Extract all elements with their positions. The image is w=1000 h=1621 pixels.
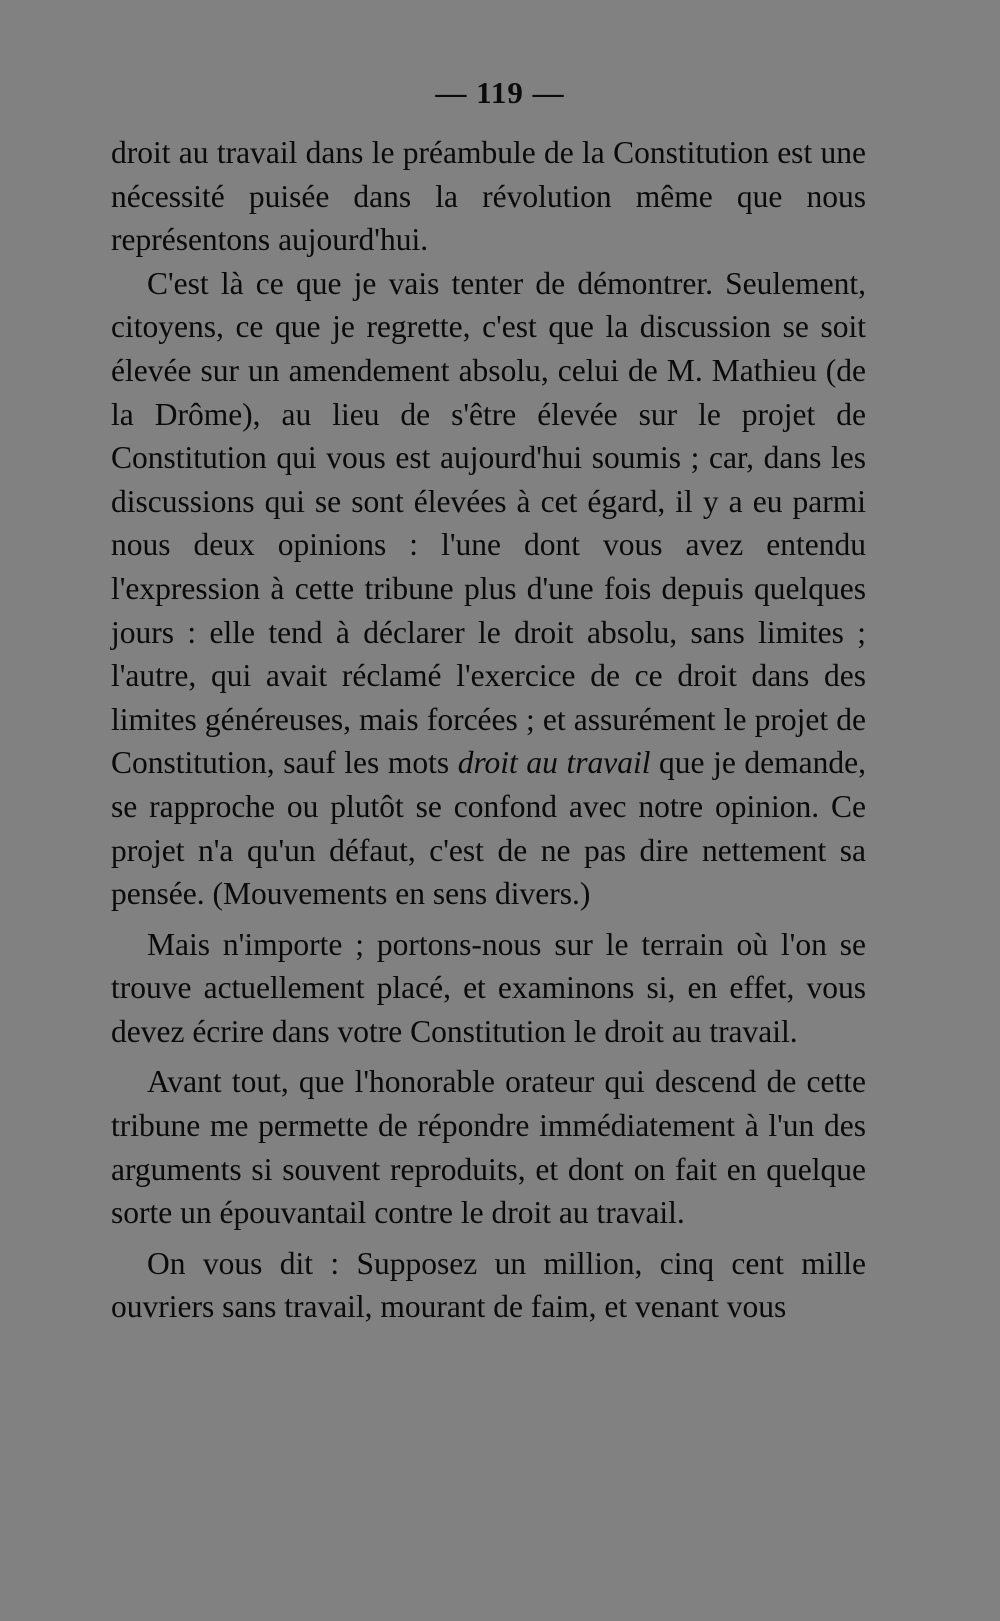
paragraph-3: Mais n'importe ; portons-nous sur le terrain où l'on se trouve actuellement placé, et examinons si, en effet, vous devez écrire dans votre Constitution le droit au travail. xyxy=(111,926,866,1049)
body-text xyxy=(111,131,866,1329)
paragraph-4: Avant tout, que l'honorable orateur qui descend de cette tribune me permette de répondre immédiatement à l'un des arguments si souvent reproduits, et dont on fait en quelque sorte un épouvantail contre le droit au travail. xyxy=(111,1064,866,1231)
paragraph-2-italic: droit au travail xyxy=(457,745,651,781)
paragraph-2 xyxy=(111,262,866,916)
paragraph-2-part-1: C'est là ce que je vais tenter de démontrer. Seulement, citoyens, ce que je regrette, c'est que la discussion se soit élevée sur un amendement absolu, celui de M. Mathieu (de la Drôme), au lieu de s'être élevée sur le projet de Constitution qui vous est aujourd'hui soumis ; car, dans les discussions qui se sont élevées à cet égard, il y a eu parmi nous deux opinions : l'une dont vous avez entendu l'expression à cette tribune plus d'une fois depuis quelques jours : elle tend à déclarer le droit absolu, sans limites ; l'autre, qui avait réclamé l'exercice de ce droit dans des limites généreuses, mais forcées ; et assurément le projet de Constitution, sauf les mots xyxy=(111,265,866,781)
paragraph-1: droit au travail dans le préambule de la Constitution est une nécessité puisée dans la révolution même que nous représentons aujourd'hui. xyxy=(111,135,866,258)
paragraph-5: On vous dit : Supposez un million, cinq cent mille ouvriers sans travail, mourant de faim, et venant vous xyxy=(111,1245,866,1325)
paragraph-2-part-2: que je demande, se rapproche ou plutôt se confond avec notre opinion. Ce projet n'a qu'un défaut, c'est de ne pas dire nettement sa pensée. (Mouvements en sens divers.) xyxy=(111,745,866,912)
page-number: — 119 — xyxy=(435,75,565,110)
